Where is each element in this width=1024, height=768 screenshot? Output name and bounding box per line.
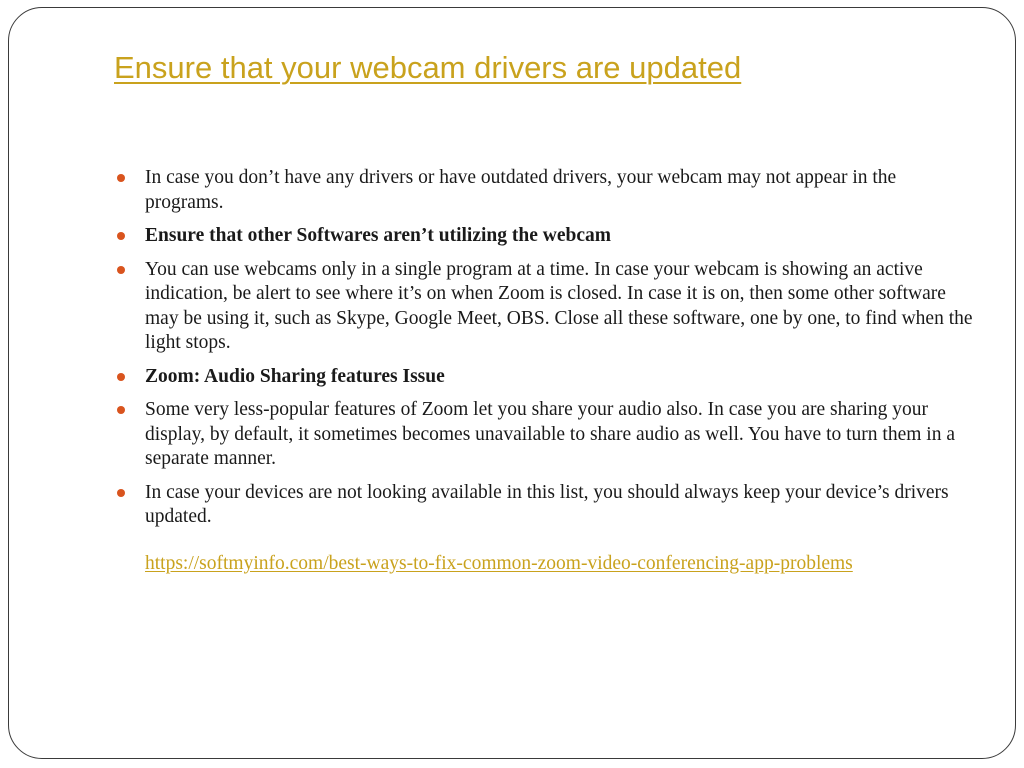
bullet-dot-icon bbox=[117, 232, 125, 240]
link-block bbox=[115, 552, 975, 577]
bullet-text: In case your devices are not looking available in this list, you should always keep your device’s drivers updated. bbox=[145, 481, 949, 527]
bullet-text: In case you don’t have any drivers or have outdated drivers, your webcam may not appear in the programs. bbox=[145, 167, 897, 213]
bullet-heading-text: Zoom: Audio Sharing features Issue bbox=[145, 365, 445, 387]
bullet-dot-icon bbox=[117, 174, 125, 182]
bullet-heading-text: Ensure that other Softwares aren’t utilizing the webcam bbox=[145, 225, 611, 246]
bullet-text: You can use webcams only in a single program at a time. In case your webcam is showing an active indication, be alert to see where it’s on when Zoom is closed. In case it is on, then some other software may be using it, such as Skype, Google Meet, OBS. Close all these software, one by one, to find when the light stops. bbox=[145, 258, 973, 353]
slide-content bbox=[115, 166, 975, 576]
bullet-dot-icon bbox=[117, 489, 125, 497]
slide-frame bbox=[8, 7, 1016, 759]
bullet-item bbox=[115, 481, 975, 530]
slide-title: Ensure that your webcam drivers are updated bbox=[114, 50, 742, 85]
bullet-dot-icon bbox=[117, 266, 125, 274]
source-link[interactable]: https://softmyinfo.com/best-ways-to-fix-common-zoom-video-conferencing-app-problems bbox=[145, 552, 853, 574]
bullet-item-heading bbox=[115, 365, 975, 390]
bullet-item bbox=[115, 258, 975, 356]
bullet-text: Some very less-popular features of Zoom let you share your audio also. In case you are sharing your display, by default, it sometimes becomes unavailable to share audio as well. You have to turn them in a separate manner. bbox=[145, 399, 955, 469]
bullet-item-heading bbox=[115, 224, 975, 249]
bullet-item bbox=[115, 166, 975, 215]
bullet-dot-icon bbox=[117, 373, 125, 381]
bullet-item bbox=[115, 398, 975, 472]
bullet-list bbox=[115, 166, 975, 530]
bullet-dot-icon bbox=[117, 406, 125, 414]
